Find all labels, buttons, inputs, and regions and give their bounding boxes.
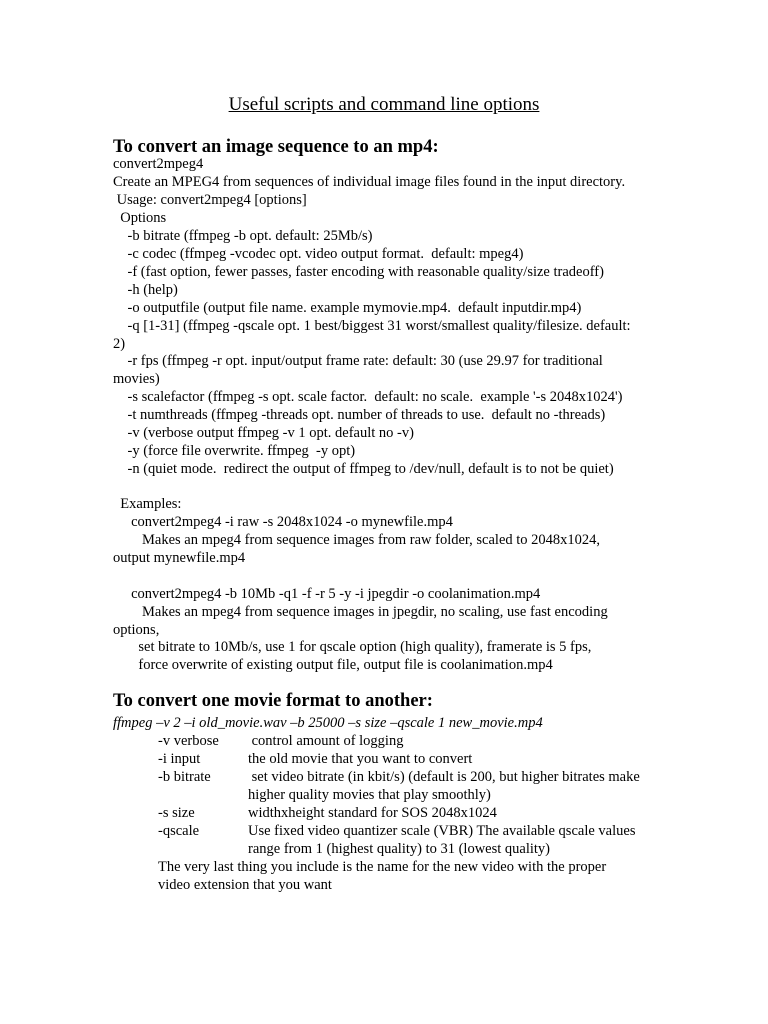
option-flag: -b bitrate [158,769,211,785]
text-line: Makes an mpeg4 from sequence images from raw folder, scaled to 2048x1024, [113,532,601,548]
text-line: -q [1-31] (ffmpeg -qscale opt. 1 best/biggest 31 worst/smallest quality/filesize. default: [113,318,631,334]
text-line: Makes an mpeg4 from sequence images in jpegdir, no scaling, use fast encoding [113,604,608,620]
option-flag: -i input [158,751,201,767]
option-description: range from 1 (highest quality) to 31 (lowest quality) [248,841,551,857]
text-line: -s scalefactor (ffmpeg -s opt. scale factor. default: no scale. example '-s 2048x1024') [113,389,623,405]
section-heading-image-sequence: To convert an image sequence to an mp4: [113,137,439,157]
option-description: higher quality movies that play smoothly) [248,787,491,803]
text-line: options, [113,622,160,638]
page-title: Useful scripts and command line options [228,94,540,115]
option-flag: -v verbose [158,733,219,749]
text-line: movies) [113,371,160,387]
option-description: the old movie that you want to convert [248,751,473,767]
option-description: widthxheight standard for SOS 2048x1024 [248,805,497,821]
text-line: -o outputfile (output file name. example mymovie.mp4. default inputdir.mp4) [113,300,582,316]
option-description: set video bitrate (in kbit/s) (default is 200, but higher bitrates make [248,769,640,785]
text-line: -b bitrate (ffmpeg -b opt. default: 25Mb/s) [113,228,373,244]
option-flag: -s size [158,805,195,821]
command-example: ffmpeg –v 2 –i old_movie.wav –b 25000 –s size –qscale 1 new_movie.mp4 [113,715,543,731]
text-line: -c codec (ffmpeg -vcodec opt. video output format. default: mpeg4) [113,246,524,262]
text-line: -h (help) [113,282,178,298]
closing-note: video extension that you want [158,877,332,893]
text-line: convert2mpeg4 -i raw -s 2048x1024 -o mynewfile.mp4 [113,514,453,530]
option-description: Use fixed video quantizer scale (VBR) The available qscale values [248,823,636,839]
text-line: convert2mpeg4 [113,156,204,172]
section-heading-movie-format: To convert one movie format to another: [113,691,433,711]
text-line: -t numthreads (ffmpeg -threads opt. number of threads to use. default no -threads) [113,407,606,423]
text-line: output mynewfile.mp4 [113,550,246,566]
text-line: set bitrate to 10Mb/s, use 1 for qscale option (high quality), framerate is 5 fps, [113,639,592,655]
text-line: Usage: convert2mpeg4 [options] [113,192,307,208]
text-line: convert2mpeg4 -b 10Mb -q1 -f -r 5 -y -i jpegdir -o coolanimation.mp4 [113,586,541,602]
text-line: 2) [113,336,126,352]
option-description: control amount of logging [248,733,404,749]
text-line: -y (force file overwrite. ffmpeg -y opt) [113,443,356,459]
text-line: -r fps (ffmpeg -r opt. input/output frame rate: default: 30 (use 29.97 for traditional [113,353,603,369]
text-line: -v (verbose output ffmpeg -v 1 opt. default no -v) [113,425,414,441]
text-line: -f (fast option, fewer passes, faster encoding with reasonable quality/size tradeoff) [113,264,604,280]
text-line: Examples: [113,496,182,512]
text-line: -n (quiet mode. redirect the output of ffmpeg to /dev/null, default is to not be quiet) [113,461,614,477]
option-flag: -qscale [158,823,200,839]
closing-note: The very last thing you include is the name for the new video with the proper [158,859,607,875]
text-line: Options [113,210,167,226]
text-line: Create an MPEG4 from sequences of individual image files found in the input directory. [113,174,626,190]
text-line: force overwrite of existing output file, output file is coolanimation.mp4 [113,657,553,673]
